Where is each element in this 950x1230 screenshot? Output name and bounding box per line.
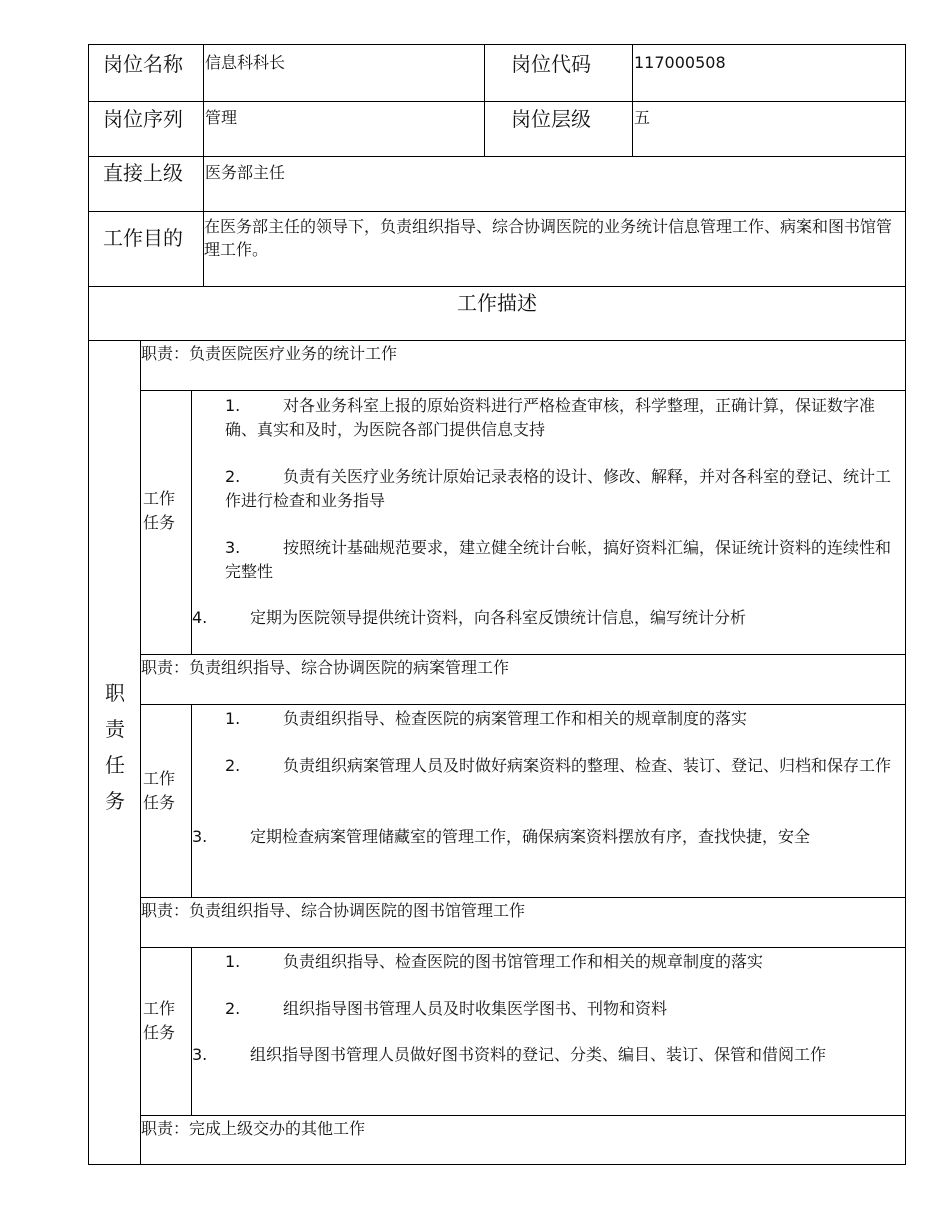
task-number: 2. [225, 467, 241, 486]
task-number: 2. [225, 756, 241, 775]
row-divider [140, 1115, 905, 1116]
task-label: 工作任务 [143, 999, 176, 1042]
row-divider [140, 654, 905, 655]
duty-section-char: 任 [105, 753, 125, 777]
row-divider [140, 947, 905, 948]
row-divider [89, 156, 905, 157]
position-sequence-label: 岗位序列 [103, 107, 183, 131]
task-item [225, 707, 901, 731]
col-divider [191, 947, 192, 1115]
task-number: 1. [225, 952, 241, 971]
row-divider [89, 340, 905, 341]
row-divider [89, 101, 905, 102]
duty-section-char: 责 [105, 717, 125, 741]
duty-title: 职责：负责医院医疗业务的统计工作 [141, 344, 398, 363]
position-name-value: 信息科科长 [205, 53, 286, 72]
position-level-value: 五 [634, 108, 651, 127]
task-number: 3. [225, 538, 241, 557]
col-divider [484, 45, 485, 156]
position-sequence-value: 管理 [205, 108, 238, 127]
task-text: 负责组织指导、检查医院的病案管理工作和相关的规章制度的落实 [283, 709, 748, 728]
row-divider [89, 286, 905, 287]
row-divider [89, 211, 905, 212]
row-divider [140, 390, 905, 391]
duty-title: 职责：完成上级交办的其他工作 [141, 1119, 366, 1138]
position-code-value: 117000508 [634, 53, 726, 72]
task-text: 负责组织病案管理人员及时做好病案资料的整理、检查、装订、登记、归档和保存工作 [283, 756, 892, 775]
task-label: 工作任务 [143, 769, 176, 812]
task-number: 1. [225, 709, 241, 728]
col-divider [632, 45, 633, 156]
direct-superior-value: 医务部主任 [205, 163, 286, 182]
task-text: 定期检查病案管理储藏室的管理工作，确保病案资料摆放有序，查找快捷，安全 [250, 827, 811, 846]
task-text: 定期为医院领导提供统计资料，向各科室反馈统计信息，编写统计分析 [250, 608, 747, 627]
task-number: 3. [192, 827, 208, 846]
task-number: 4. [192, 608, 208, 627]
purpose-value: 在医务部主任的领导下，负责组织指导、综合协调医院的业务统计信息管理工作、病案和图书馆管理工作。 [204, 217, 893, 259]
task-number: 3. [192, 1045, 208, 1064]
job-description-table [88, 44, 906, 1165]
position-code-label: 岗位代码 [511, 52, 591, 76]
duty-section-char: 职 [105, 681, 125, 705]
task-item [192, 606, 901, 630]
task-number: 1. [225, 396, 241, 415]
position-level-label: 岗位层级 [511, 107, 591, 131]
task-text: 组织指导图书管理人员及时收集医学图书、刊物和资料 [283, 999, 668, 1018]
task-item [225, 465, 901, 513]
duty-title: 职责：负责组织指导、综合协调医院的图书馆管理工作 [141, 901, 526, 920]
task-item [225, 536, 901, 584]
task-label: 工作任务 [143, 489, 176, 532]
task-item [192, 825, 901, 849]
task-number: 2. [225, 999, 241, 1018]
task-item [192, 1043, 901, 1067]
task-text: 负责组织指导、检查医院的图书馆管理工作和相关的规章制度的落实 [283, 952, 764, 971]
task-item [225, 997, 901, 1021]
row-divider [140, 897, 905, 898]
task-text: 组织指导图书管理人员做好图书资料的登记、分类、编目、装订、保管和借阅工作 [250, 1045, 827, 1064]
direct-superior-label: 直接上级 [103, 161, 183, 185]
duty-title: 职责：负责组织指导、综合协调医院的病案管理工作 [141, 658, 510, 677]
description-title: 工作描述 [457, 291, 537, 315]
task-item [225, 394, 901, 442]
duty-section-char: 务 [105, 789, 125, 813]
col-divider [140, 340, 141, 1164]
task-text: 对各业务科室上报的原始资料进行严格检查审核，科学整理，正确计算，保证数字准确、真实和及时，为医院各部门提供信息支持 [225, 396, 876, 439]
task-text: 按照统计基础规范要求，建立健全统计台帐，搞好资料汇编，保证统计资料的连续性和完整性 [225, 538, 892, 581]
row-divider [140, 704, 905, 705]
task-item [225, 754, 901, 778]
purpose-label: 工作目的 [103, 226, 183, 250]
task-item [225, 950, 901, 974]
duty-section-label [100, 675, 130, 819]
position-name-label: 岗位名称 [103, 52, 183, 76]
task-text: 负责有关医疗业务统计原始记录表格的设计、修改、解释，并对各科室的登记、统计工作进行检查和业务指导 [225, 467, 892, 510]
col-divider [191, 704, 192, 897]
